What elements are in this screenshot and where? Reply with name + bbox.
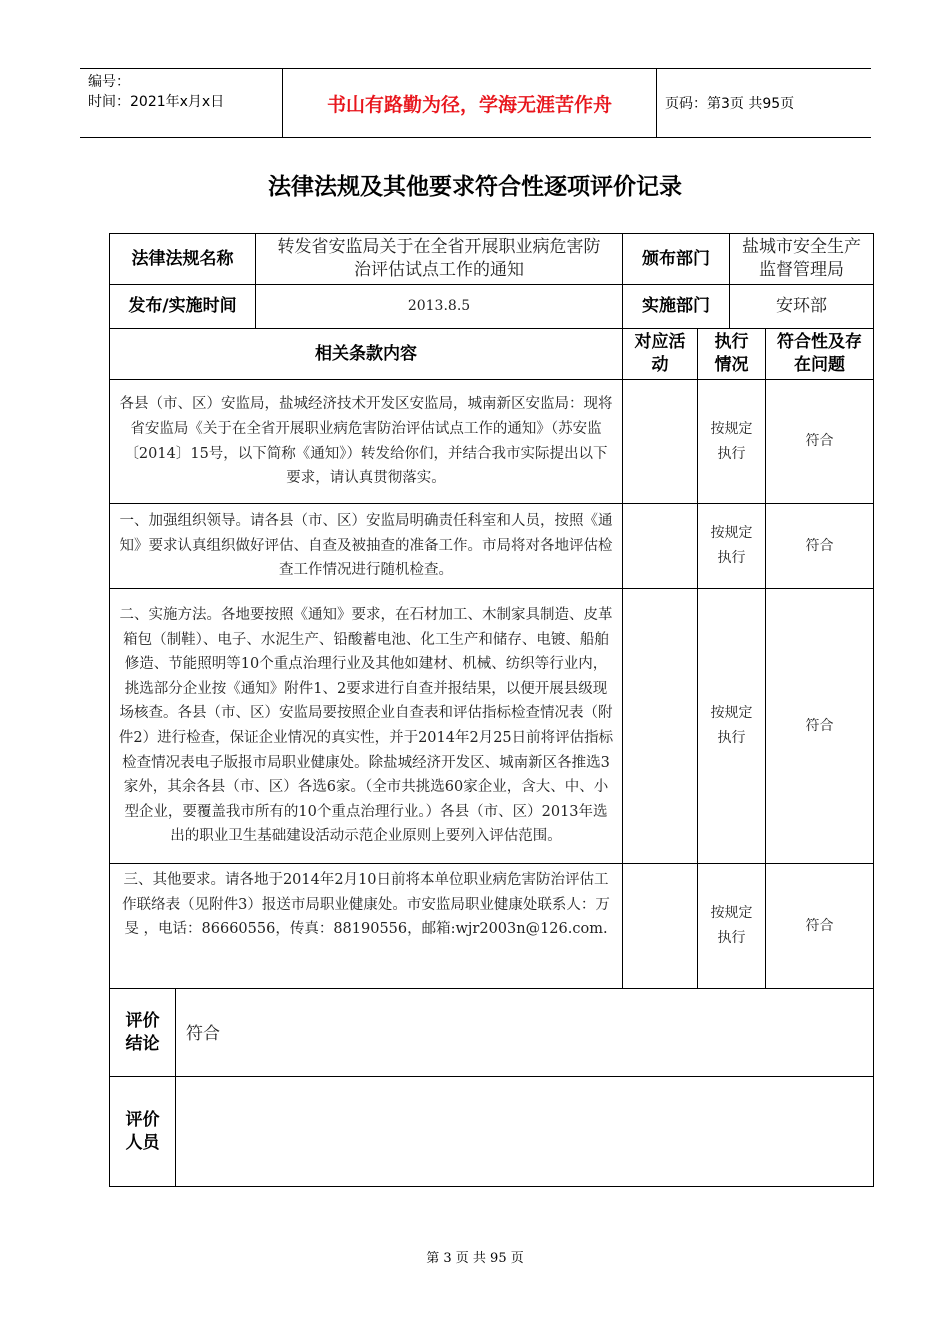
evaluation-table bbox=[109, 233, 874, 1187]
date-label: 发布/实施时间 bbox=[128, 296, 237, 316]
header-page-cell bbox=[657, 69, 871, 137]
col-header-compliance: 符合性及存在问题 bbox=[777, 332, 862, 375]
dept-label: 实施部门 bbox=[642, 296, 710, 316]
col-header-content: 相关条款内容 bbox=[315, 343, 417, 364]
clause-content: 各县（市、区）安监局，盐城经济技术开发区安监局，城南新区安监局：现将省安监局《关于在全省开展职业病危害防治评估试点工作的通知》（苏安监 〔2014〕15号，以下简称《通知》）转发给你们，并结合我市实际提出以下要求，请认真贯彻落实。 bbox=[119, 396, 613, 487]
dept-value: 安环部 bbox=[776, 296, 827, 316]
law-name-label: 法律法规名称 bbox=[131, 248, 234, 269]
issuer-label: 颁布部门 bbox=[642, 248, 710, 269]
col-header-execution: 执行情况 bbox=[714, 332, 749, 375]
clause-activity bbox=[623, 589, 697, 863]
conclusion-label: 评价结论 bbox=[125, 1010, 160, 1054]
clause-content: 三、其他要求。请各地于2014年2月10日前将本单位职业病危害防治评估工作联络表（见附件3）报送市局职业健康处。市安监局职业健康处联系人：万旻 ，电话：86660556，传真：88190556，邮箱:wjr2003n@126.com. bbox=[122, 872, 610, 938]
clause-content: 一、加强组织领导。请各县（市、区）安监局明确责任科室和人员，按照《通知》要求认真组织做好评估、自查及被抽查的准备工作。市局将对各地评估检查工作情况进行随机检查。 bbox=[119, 513, 613, 579]
clause-execution: 按规定执行 bbox=[710, 705, 753, 746]
clause-activity bbox=[623, 380, 697, 503]
clause-compliance: 符合 bbox=[805, 717, 834, 734]
header-info-cell bbox=[80, 69, 283, 137]
clause-compliance: 符合 bbox=[805, 917, 834, 934]
document-title: 法律法规及其他要求符合性逐项评价记录 bbox=[268, 174, 682, 200]
clause-activity bbox=[623, 864, 697, 988]
header-motto-cell bbox=[283, 69, 657, 137]
issuer-value: 盐城市安全生产监督管理局 bbox=[742, 237, 861, 280]
page-header bbox=[80, 68, 871, 138]
clause-execution: 按规定执行 bbox=[710, 525, 753, 566]
clause-execution: 按规定执行 bbox=[710, 905, 753, 946]
law-name-value: 转发省安监局关于在全省开展职业病危害防治评估试点工作的通知 bbox=[277, 237, 601, 280]
date-value: 2013.8.5 bbox=[407, 298, 471, 314]
col-header-activity: 对应活动 bbox=[634, 332, 686, 375]
header-page-number: 页码：第3页 共95页 bbox=[665, 96, 795, 112]
clause-activity bbox=[623, 504, 697, 588]
page-footer: 第 3 页 共 95 页 bbox=[426, 1251, 524, 1266]
header-number: 编号： bbox=[88, 74, 130, 90]
clause-execution: 按规定执行 bbox=[710, 420, 753, 462]
header-motto: 书山有路勤为径，学海无涯苦作舟 bbox=[326, 93, 612, 116]
reviewer-value bbox=[176, 1077, 873, 1186]
reviewer-label: 评价人员 bbox=[125, 1109, 160, 1153]
header-time: 时间：2021年x月x日 bbox=[88, 94, 225, 110]
clause-content: 二、实施方法。各地要按照《通知》要求，在石材加工、木制家具制造、皮革箱包（制鞋）、电子、水泥生产、铅酸蓄电池、化工生产和储存、电镀、船舶修造、节能照明等10个重点治理行业及其他如建材、机械、纺织等行业内，挑选部分企业按《通知》附件1、2要求进行自查并报结果，以便开展县级现场核查。各县（市、区）安监局要按照企业自查表和评估指标检查情况表（附件2）进行检查，保证企业情况的真实性，并于2014年2月25日前将评估指标检查情况表电子版报市局职业健康处。除盐城经济开发区、城南新区各推选3家外，其余各县（市、区）各选6家。（全市共挑选60家企业，含大、中、小型企业，要覆盖我市所有的10个重点治理行业。）各县（市、区）2013年选出的职业卫生基础建设活动示范企业原则上要列入评估范围。 bbox=[118, 607, 614, 845]
clause-compliance: 符合 bbox=[805, 433, 834, 449]
conclusion-value: 符合 bbox=[186, 1024, 220, 1044]
clause-compliance: 符合 bbox=[805, 537, 834, 554]
